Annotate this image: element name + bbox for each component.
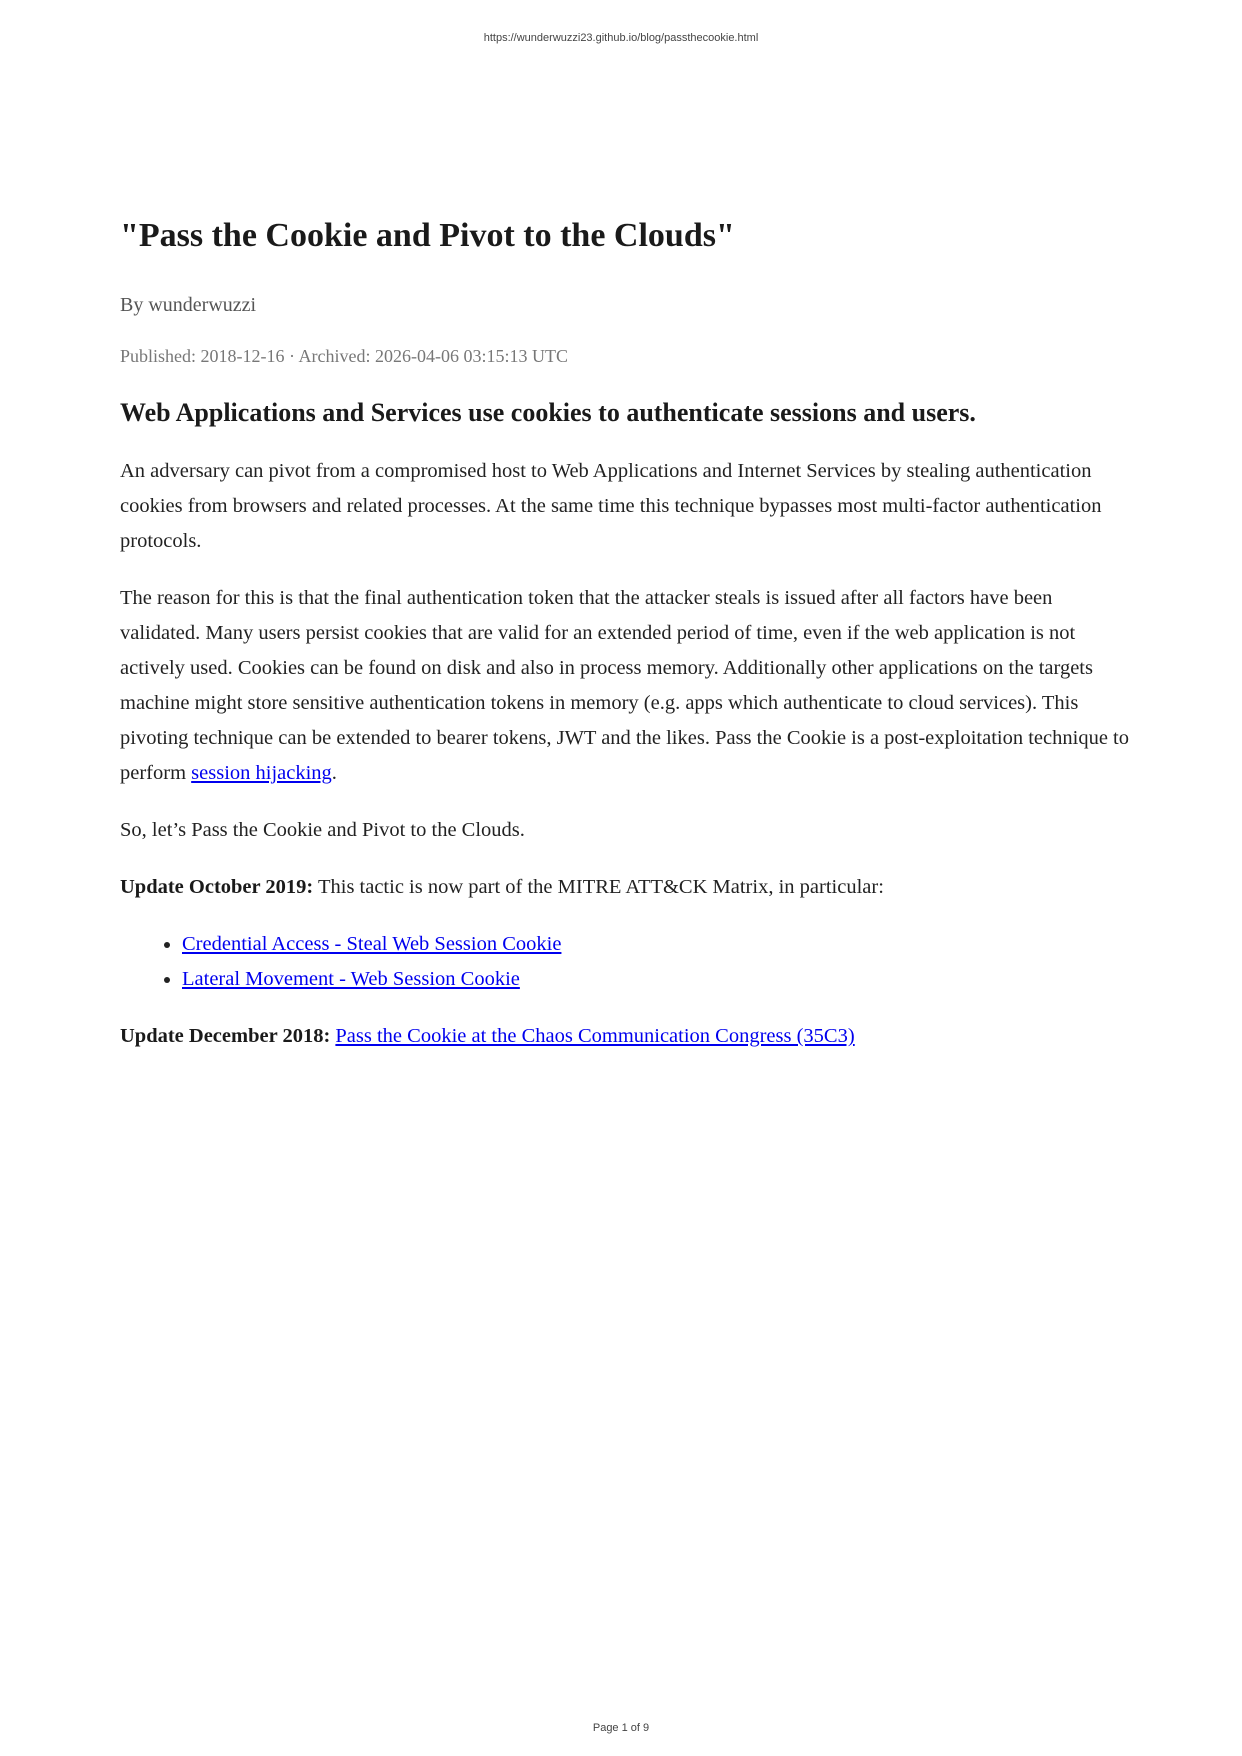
page-url: https://wunderwuzzi23.github.io/blog/passthecookie.html [483,32,759,44]
article-title: "Pass the Cookie and Pivot to the Clouds" [120,217,735,254]
byline: By wunderwuzzi [120,294,257,316]
paragraph-2-end: . [331,762,337,784]
credential-access-link[interactable]: Credential Access - Steal Web Session Cookie [182,933,562,955]
paragraph-3: So, let’s Pass the Cookie and Pivot to the Clouds. [120,819,525,841]
list-item [182,962,1130,997]
update-1-text: This tactic is now part of the MITRE ATT&CK Matrix, in particular: [313,876,884,898]
publish-meta: Published: 2018-12-16 · Archived: 2026-04-06 03:15:13 UTC [120,346,568,366]
update-december-2018 [120,1019,1130,1054]
update-1-label: Update October 2019: [120,876,314,898]
update-2-label: Update December 2018: [120,1025,331,1047]
35c3-talk-link[interactable]: Pass the Cookie at the Chaos Communication Congress (35C3) [335,1025,855,1047]
update-october-2019 [120,870,1130,905]
session-hijacking-link[interactable]: session hijacking [191,762,332,784]
paragraph-2 [120,581,1130,791]
mitre-links-list [120,927,1130,997]
article [120,212,1130,1076]
paragraph-2-text: The reason for this is that the final authentication token that the attacker steals is issued after all factors have been validated. Many users persist cookies that are valid for an extended period of time, even if the web application is not actively used. Cookies can be found on disk and also in process memory. Additionally other applications on the targets machine might store sensitive authentication tokens in memory (e.g. apps which authenticate to cloud services). This pivoting technique can be extended to bearer tokens, JWT and the likes. Pass the Cookie is a post-exploitation technique to perform [120,587,1129,784]
paragraph-1: An adversary can pivot from a compromised host to Web Applications and Internet Services by stealing authentication cookies from browsers and related processes. At the same time this technique bypasses most multi-factor authentication protocols. [120,460,1102,552]
page-number: Page 1 of 9 [592,1722,650,1734]
lateral-movement-link[interactable]: Lateral Movement - Web Session Cookie [182,968,520,990]
section-heading: Web Applications and Services use cookies to authenticate sessions and users. [120,398,976,427]
list-item [182,927,1130,962]
